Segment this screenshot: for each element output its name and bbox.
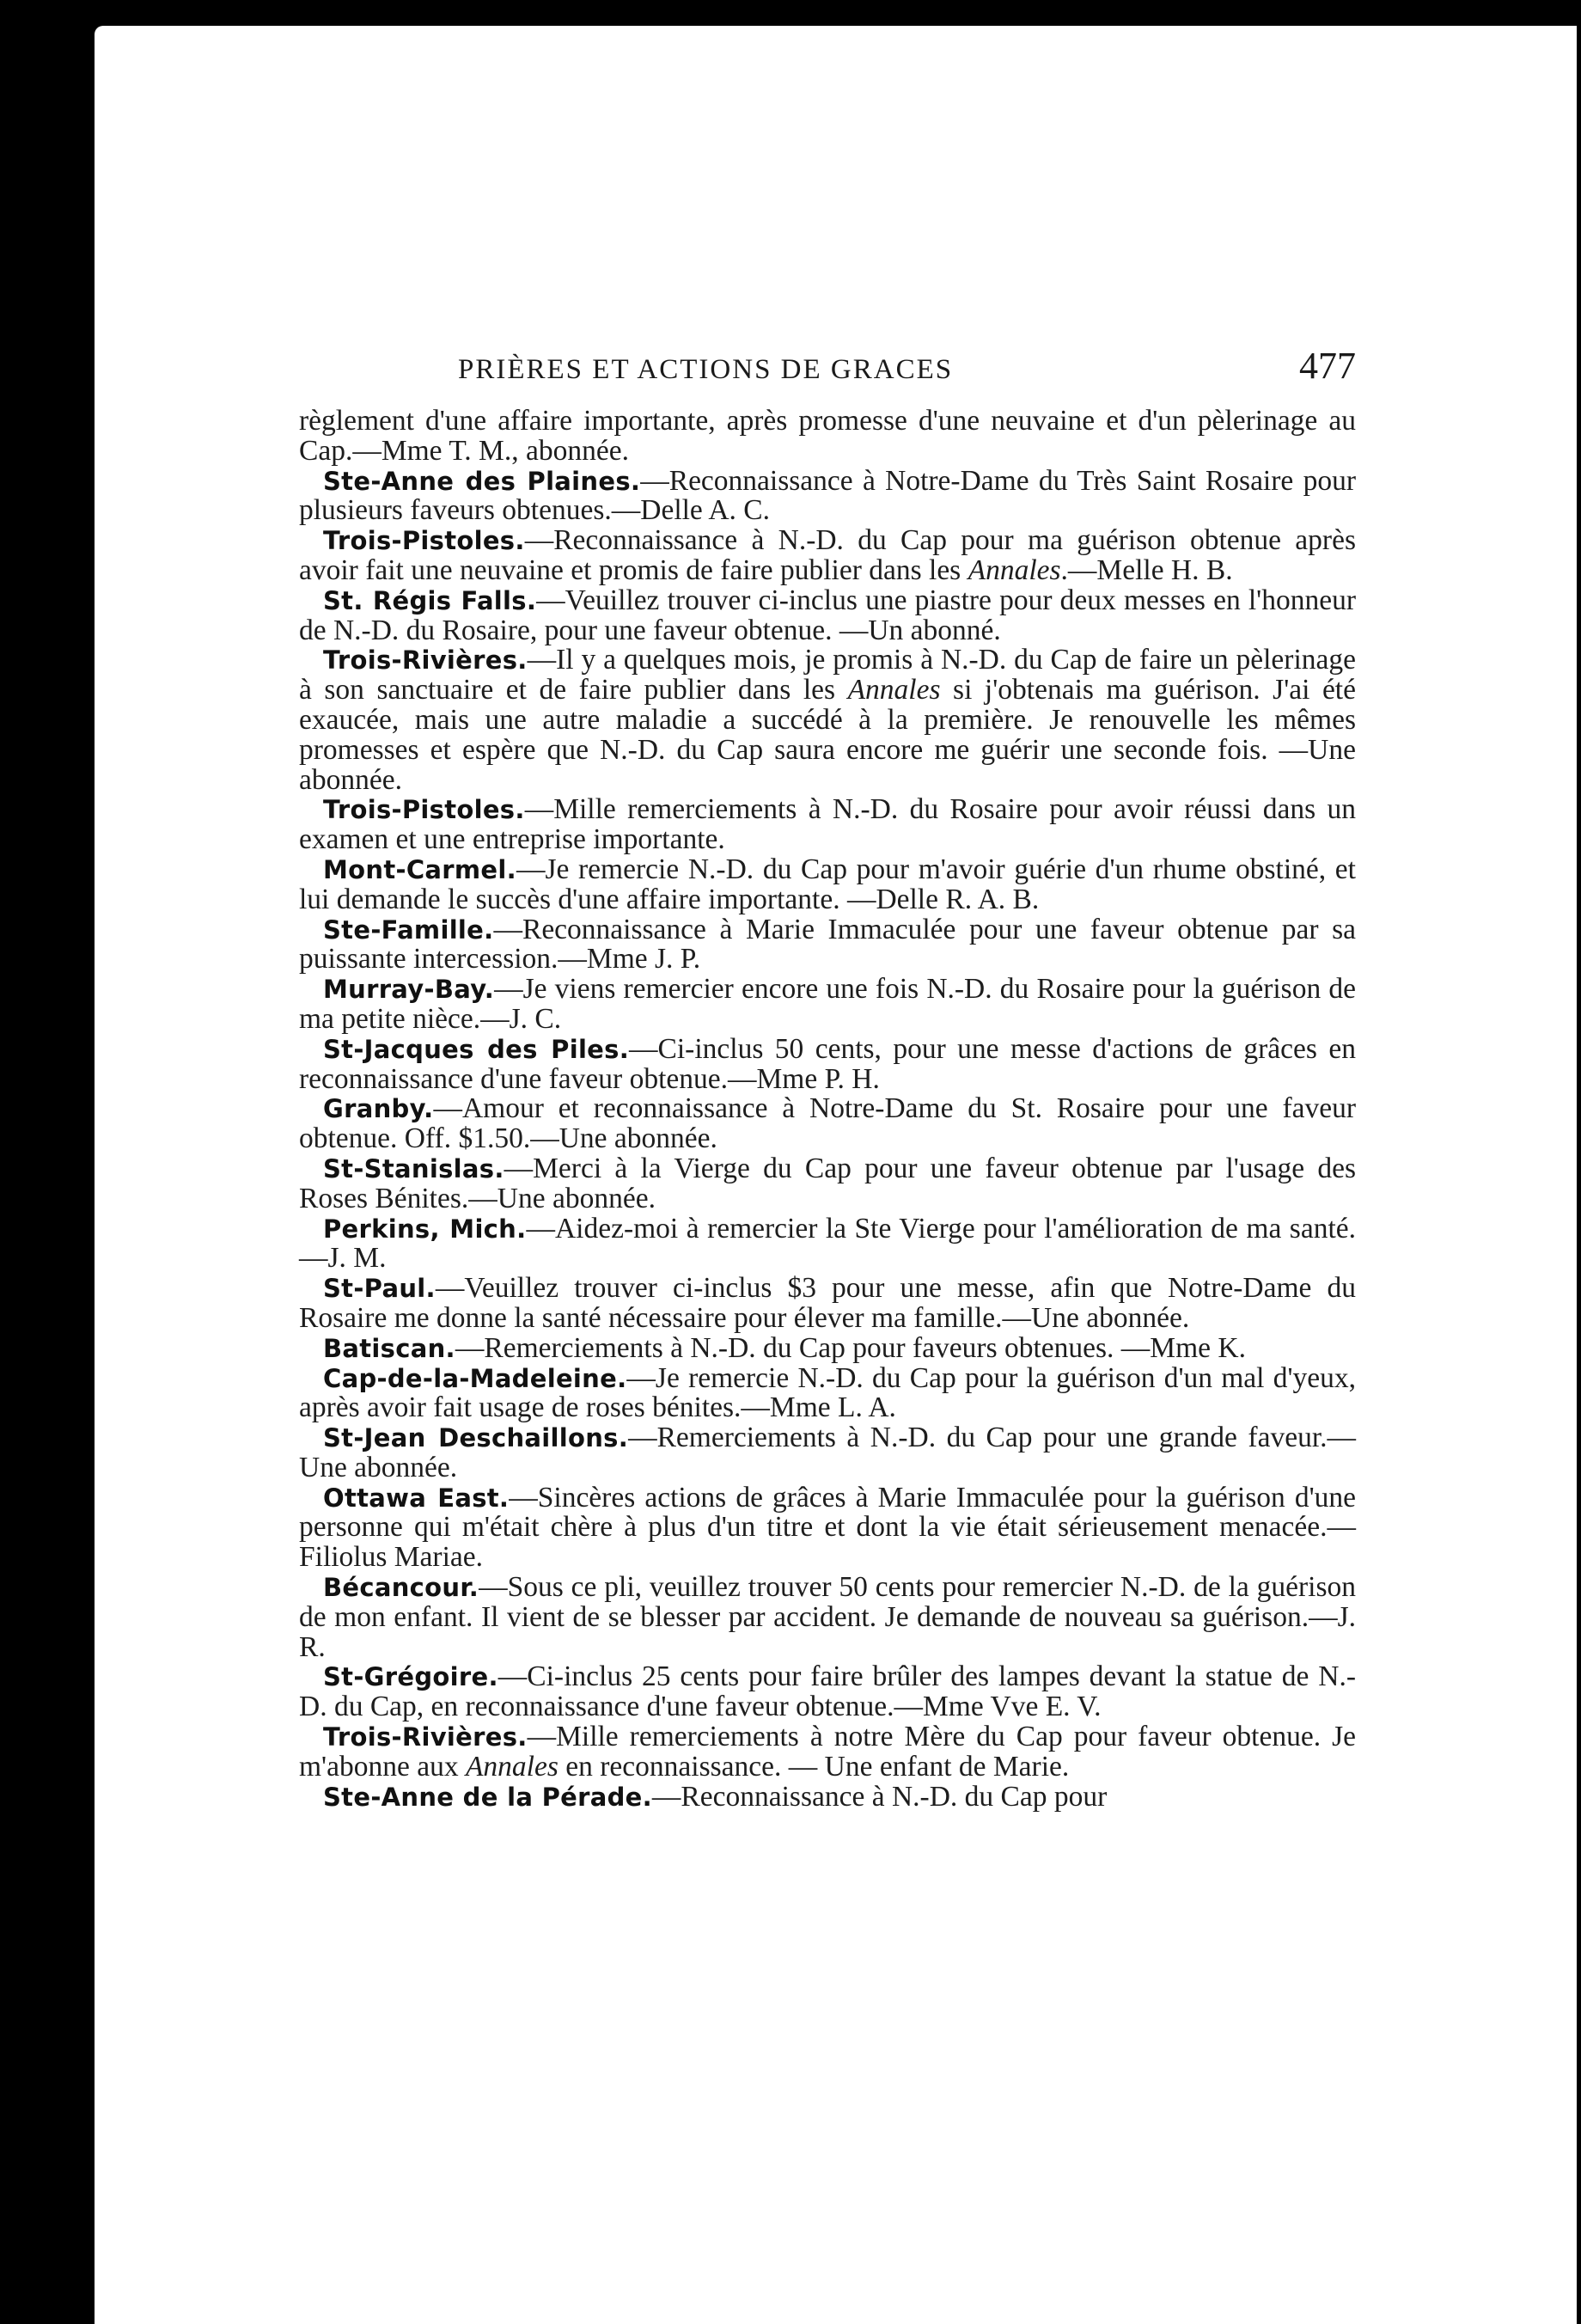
entry-text: —Merci à la Vierge du Cap pour une faveur obtenue par l'usage des Roses Bénites.—Une abonnée. — [299, 1152, 1356, 1214]
entry-paragraph — [299, 1331, 1356, 1364]
entry-text: —Sous ce pli, veuillez trouver 50 cents pour remercier N.-D. de la guérison de mon enfant. Il vient de se blesser par accident. Je demande de nouveau sa guérison.—J. R. — [299, 1571, 1356, 1663]
entry-italic-title: Annales — [465, 1750, 559, 1783]
entry-text: —Il y a quelques mois, je promis à N.-D. du Cap de faire un pèlerinage à son sanctuaire et de faire publier dans les — [299, 644, 1356, 706]
entry-paragraph — [299, 1722, 1356, 1783]
entry-paragraph — [299, 1483, 1356, 1573]
entry-paragraph — [299, 645, 1356, 795]
entry-paragraph — [299, 1214, 1356, 1275]
entry-paragraph — [299, 1094, 1356, 1154]
running-title: PRIÈRES ET ACTIONS DE GRACES — [458, 354, 954, 385]
entry-text-after: en reconnaissance. — Une enfant de Marie. — [558, 1750, 1070, 1783]
entry-text: —Veuillez trouver ci-inclus $3 pour une messe, afin que Notre-Dame du Rosaire me donne la santé nécessaire pour élever ma famille.—Une abonnée. — [299, 1272, 1356, 1334]
entry-place: Trois-Rivières. — [323, 645, 528, 676]
entry-place: Granby. — [323, 1094, 434, 1124]
entry-paragraph — [299, 1154, 1356, 1214]
entry-paragraph — [299, 1032, 1356, 1095]
entry-place: Bécancour. — [323, 1573, 479, 1603]
entry-place: Ste-Anne des Plaines. — [323, 466, 641, 496]
entry-place: St-Jean Deschaillons. — [323, 1423, 629, 1453]
entry-paragraph — [299, 1573, 1356, 1662]
entry-paragraph — [299, 795, 1356, 855]
entry-text: —Ci-inclus 25 cents pour faire brûler des lampes devant la statue de N.-D. du Cap, en reconnaissance d'une faveur obtenue.—Mme Vve E. V. — [299, 1660, 1356, 1723]
entry-place: Ste-Anne de la Pérade. — [323, 1782, 652, 1812]
entry-text: —Mille remerciements à N.-D. du Rosaire pour avoir réussi dans un examen et une entreprise importante. — [299, 793, 1356, 856]
entry-text-after: .—Melle H. B. — [1060, 553, 1233, 586]
entry-place: Trois-Pistoles. — [323, 795, 525, 825]
entry-text: —Reconnaissance à N.-D. du Cap pour — [651, 1780, 1108, 1813]
entry-place: Trois-Pistoles. — [323, 526, 525, 556]
entry-paragraph — [299, 526, 1356, 586]
page-number: 477 — [1299, 345, 1356, 387]
entry-place: Perkins, Mich. — [323, 1214, 527, 1244]
entry-text: —Sincères actions de grâces à Marie Immaculée pour la guérison d'une personne qui m'était chère à plus d'un titre et dont la vie était sérieusement menacée.—Filiolus Mariae. — [299, 1481, 1356, 1574]
entry-paragraph — [299, 915, 1356, 975]
entry-place: Mont-Carmel. — [323, 854, 516, 884]
body-text — [299, 407, 1356, 1812]
entry-place: Batiscan. — [323, 1333, 455, 1363]
entry-text: —Veuillez trouver ci-inclus une piastre pour deux messes en l'honneur de N.-D. du Rosaire, pour une faveur obtenue. —Un abonné. — [299, 584, 1356, 646]
entry-text: —Je remercie N.-D. du Cap pour la guérison d'un mal d'yeux, après avoir fait usage de roses bénites.—Mme L. A. — [299, 1361, 1356, 1424]
entry-place: St-Paul. — [323, 1274, 436, 1304]
entry-place: Ste-Famille. — [323, 914, 494, 945]
continuation-paragraph: règlement d'une affaire importante, après promesse d'une neuvaine et d'un pèlerinage au Cap.—Mme T. M., abonnée. — [299, 405, 1356, 467]
entry-paragraph — [299, 975, 1356, 1035]
entry-place: St. Régis Falls. — [323, 585, 537, 615]
page-header — [299, 344, 1356, 388]
entry-text: —Je viens remercier encore une fois N.-D. du Rosaire pour la guérison de ma petite nièce.—J. C. — [299, 973, 1356, 1035]
entry-italic-title: Annales — [847, 674, 941, 706]
entry-text: —Reconnaissance à N.-D. du Cap pour ma guérison obtenue après avoir fait une neuvaine et promis de faire publier dans les — [299, 524, 1356, 586]
entry-paragraph — [299, 1423, 1356, 1483]
entry-place: Cap-de-la-Madeleine. — [323, 1363, 627, 1393]
entry-paragraph — [299, 1361, 1356, 1424]
entry-paragraph — [299, 1662, 1356, 1722]
entry-paragraph — [299, 1274, 1356, 1334]
page-content — [299, 344, 1356, 1812]
entry-paragraph — [299, 1780, 1356, 1813]
entry-place: Murray-Bay. — [323, 975, 495, 1005]
entry-text: —Reconnaissance à Notre-Dame du Très Saint Rosaire pour plusieurs faveurs obtenues.—Delle A. C. — [299, 464, 1356, 527]
entry-place: St-Stanislas. — [323, 1153, 504, 1183]
entry-place: St-Jacques des Piles. — [323, 1034, 630, 1064]
entry-text: —Mille remerciements à notre Mère du Cap pour faveur obtenue. Je m'abonne aux — [299, 1721, 1356, 1783]
entry-text: —Remerciements à N.-D. du Cap pour faveurs obtenues. —Mme K. — [455, 1331, 1246, 1364]
entry-italic-title: Annales — [968, 553, 1061, 586]
entry-text: —Amour et reconnaissance à Notre-Dame du St. Rosaire pour une faveur obtenue. Off. $1.50.—Une abonnée. — [299, 1092, 1356, 1155]
entry-place: Trois-Rivières. — [323, 1722, 528, 1752]
entry-text: —Aidez-moi à remercier la Ste Vierge pour l'amélioration de ma santé.—J. M. — [299, 1212, 1357, 1275]
entries-list — [299, 464, 1357, 1813]
entry-text: —Reconnaissance à Marie Immaculée pour une faveur obtenue par sa puissante intercession.—Mme J. P. — [299, 913, 1356, 975]
entry-paragraph — [299, 464, 1356, 527]
entry-paragraph — [299, 855, 1356, 915]
entry-text: —Ci-inclus 50 cents, pour une messe d'actions de grâces en reconnaissance d'une faveur obtenue.—Mme P. H. — [299, 1032, 1356, 1095]
entry-text-after: si j'obtenais ma guérison. J'ai été exaucée, mais une autre maladie a succédé à la première. Je renouvelle les mêmes promesses et espère que N.-D. du Cap saura encore me guérir une seconde fois. —Une abonnée. — [299, 674, 1356, 796]
entry-text: —Remerciements à N.-D. du Cap pour une grande faveur.—Une abonnée. — [299, 1422, 1356, 1483]
entry-place: Ottawa East. — [323, 1483, 510, 1513]
entry-place: St-Grégoire. — [323, 1662, 498, 1692]
entry-text: —Je remercie N.-D. du Cap pour m'avoir guérie d'un rhume obstiné, et lui demande le succès d'une affaire importante. —Delle R. A. B. — [299, 853, 1356, 915]
entry-paragraph — [299, 586, 1356, 646]
document-page — [95, 26, 1577, 2324]
